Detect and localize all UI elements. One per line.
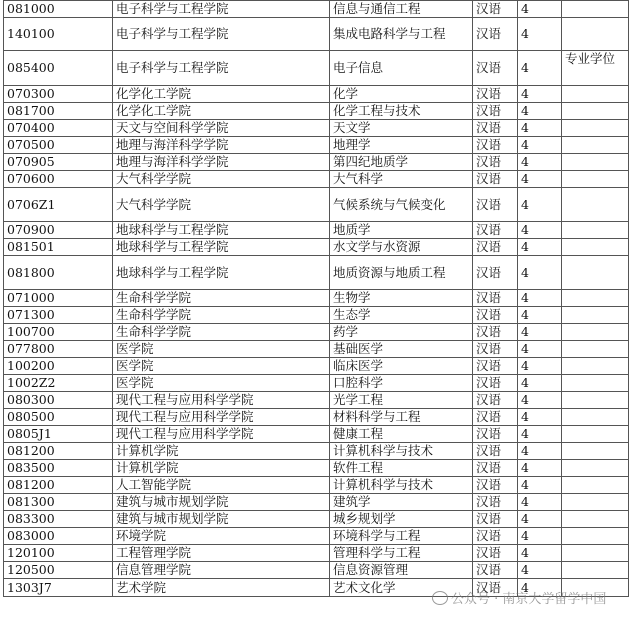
- program-name-cell: 计算机科学与技术: [330, 443, 473, 460]
- program-code-cell: 080300: [4, 392, 113, 409]
- duration-cell: 4: [518, 528, 562, 545]
- program-name-cell: 艺术文化学: [330, 579, 473, 597]
- school-name-cell: 电子科学与工程学院: [113, 1, 330, 18]
- duration-cell: 4: [518, 290, 562, 307]
- program-table: [3, 0, 629, 597]
- note-cell: [562, 137, 629, 154]
- duration-cell: 4: [518, 222, 562, 239]
- note-cell: [562, 1, 629, 18]
- duration-cell: 4: [518, 18, 562, 51]
- duration-cell: 4: [518, 426, 562, 443]
- program-name-cell: 大气科学: [330, 171, 473, 188]
- language-cell: 汉语: [473, 392, 518, 409]
- duration-cell: 4: [518, 307, 562, 324]
- duration-cell: 4: [518, 154, 562, 171]
- table-row: [4, 103, 629, 120]
- program-name-cell: 管理科学与工程: [330, 545, 473, 562]
- note-cell: [562, 171, 629, 188]
- note-cell: [562, 409, 629, 426]
- table-row: [4, 171, 629, 188]
- program-name-cell: 地理学: [330, 137, 473, 154]
- table-row: [4, 239, 629, 256]
- program-code-cell: 0805J1: [4, 426, 113, 443]
- note-cell: [562, 426, 629, 443]
- note-cell: [562, 460, 629, 477]
- program-name-cell: 第四纪地质学: [330, 154, 473, 171]
- duration-cell: 4: [518, 494, 562, 511]
- school-name-cell: 环境学院: [113, 528, 330, 545]
- note-cell: [562, 222, 629, 239]
- school-name-cell: 艺术学院: [113, 579, 330, 597]
- school-name-cell: 化学化工学院: [113, 103, 330, 120]
- program-name-cell: 光学工程: [330, 392, 473, 409]
- table-row: [4, 460, 629, 477]
- school-name-cell: 化学化工学院: [113, 86, 330, 103]
- table-row: [4, 324, 629, 341]
- table-row: [4, 86, 629, 103]
- school-name-cell: 地球科学与工程学院: [113, 222, 330, 239]
- program-name-cell: 临床医学: [330, 358, 473, 375]
- language-cell: 汉语: [473, 341, 518, 358]
- program-code-cell: 100700: [4, 324, 113, 341]
- note-cell: [562, 375, 629, 392]
- program-code-cell: 083500: [4, 460, 113, 477]
- program-code-cell: 070400: [4, 120, 113, 137]
- table-row: [4, 528, 629, 545]
- note-cell: [562, 18, 629, 51]
- table-row: [4, 120, 629, 137]
- program-code-cell: 070905: [4, 154, 113, 171]
- language-cell: 汉语: [473, 579, 518, 597]
- program-code-cell: 081800: [4, 256, 113, 290]
- language-cell: 汉语: [473, 51, 518, 86]
- program-name-cell: 集成电路科学与工程: [330, 18, 473, 51]
- school-name-cell: 电子科学与工程学院: [113, 18, 330, 51]
- program-name-cell: 软件工程: [330, 460, 473, 477]
- school-name-cell: 现代工程与应用科学学院: [113, 409, 330, 426]
- language-cell: 汉语: [473, 443, 518, 460]
- school-name-cell: 建筑与城市规划学院: [113, 494, 330, 511]
- note-cell: [562, 528, 629, 545]
- program-name-cell: 材料科学与工程: [330, 409, 473, 426]
- note-cell: [562, 545, 629, 562]
- program-code-cell: 140100: [4, 18, 113, 51]
- duration-cell: 4: [518, 188, 562, 222]
- program-code-cell: 1303J7: [4, 579, 113, 597]
- note-cell: [562, 392, 629, 409]
- table-row: [4, 51, 629, 86]
- language-cell: 汉语: [473, 18, 518, 51]
- school-name-cell: 大气科学学院: [113, 171, 330, 188]
- table-row: [4, 341, 629, 358]
- program-name-cell: 环境科学与工程: [330, 528, 473, 545]
- program-code-cell: 1002Z2: [4, 375, 113, 392]
- program-code-cell: 077800: [4, 341, 113, 358]
- school-name-cell: 计算机学院: [113, 460, 330, 477]
- program-name-cell: 基础医学: [330, 341, 473, 358]
- program-code-cell: 085400: [4, 51, 113, 86]
- program-code-cell: 081000: [4, 1, 113, 18]
- language-cell: 汉语: [473, 375, 518, 392]
- table-row: [4, 409, 629, 426]
- program-code-cell: 071300: [4, 307, 113, 324]
- duration-cell: 4: [518, 256, 562, 290]
- program-code-cell: 120500: [4, 562, 113, 579]
- language-cell: 汉语: [473, 120, 518, 137]
- school-name-cell: 大气科学学院: [113, 188, 330, 222]
- table-row: [4, 154, 629, 171]
- duration-cell: 4: [518, 86, 562, 103]
- duration-cell: 4: [518, 460, 562, 477]
- program-name-cell: 药学: [330, 324, 473, 341]
- note-cell: [562, 307, 629, 324]
- program-code-cell: 0706Z1: [4, 188, 113, 222]
- table-row: [4, 358, 629, 375]
- note-cell: [562, 443, 629, 460]
- language-cell: 汉语: [473, 171, 518, 188]
- duration-cell: 4: [518, 358, 562, 375]
- duration-cell: 4: [518, 443, 562, 460]
- duration-cell: 4: [518, 545, 562, 562]
- language-cell: 汉语: [473, 1, 518, 18]
- watermark-text: 公众号 · 南京大学留学中国: [451, 592, 607, 607]
- program-name-cell: 口腔科学: [330, 375, 473, 392]
- duration-cell: 4: [518, 562, 562, 579]
- table-row: [4, 443, 629, 460]
- duration-cell: 4: [518, 239, 562, 256]
- program-code-cell: 070300: [4, 86, 113, 103]
- program-name-cell: 生物学: [330, 290, 473, 307]
- language-cell: 汉语: [473, 324, 518, 341]
- table-row: [4, 307, 629, 324]
- duration-cell: 4: [518, 375, 562, 392]
- school-name-cell: 生命科学学院: [113, 324, 330, 341]
- table-body: [4, 1, 629, 597]
- program-name-cell: 天文学: [330, 120, 473, 137]
- table-row: [4, 511, 629, 528]
- table-row: [4, 375, 629, 392]
- language-cell: 汉语: [473, 86, 518, 103]
- note-cell: [562, 86, 629, 103]
- school-name-cell: 医学院: [113, 341, 330, 358]
- program-name-cell: 水文学与水资源: [330, 239, 473, 256]
- note-cell: [562, 494, 629, 511]
- language-cell: 汉语: [473, 239, 518, 256]
- school-name-cell: 地球科学与工程学院: [113, 239, 330, 256]
- school-name-cell: 计算机学院: [113, 443, 330, 460]
- note-cell: [562, 239, 629, 256]
- note-cell: [562, 120, 629, 137]
- table-row: [4, 392, 629, 409]
- program-name-cell: 计算机科学与技术: [330, 477, 473, 494]
- program-name-cell: 建筑学: [330, 494, 473, 511]
- duration-cell: 4: [518, 1, 562, 18]
- school-name-cell: 建筑与城市规划学院: [113, 511, 330, 528]
- language-cell: 汉语: [473, 528, 518, 545]
- table-row: [4, 1, 629, 18]
- program-code-cell: 070600: [4, 171, 113, 188]
- school-name-cell: 现代工程与应用科学学院: [113, 426, 330, 443]
- note-cell: [562, 511, 629, 528]
- note-cell: [562, 562, 629, 579]
- duration-cell: 4: [518, 324, 562, 341]
- program-code-cell: 081700: [4, 103, 113, 120]
- program-name-cell: 健康工程: [330, 426, 473, 443]
- table-row: [4, 562, 629, 579]
- note-cell: [562, 154, 629, 171]
- school-name-cell: 现代工程与应用科学学院: [113, 392, 330, 409]
- language-cell: 汉语: [473, 256, 518, 290]
- program-code-cell: 083300: [4, 511, 113, 528]
- duration-cell: 4: [518, 341, 562, 358]
- program-name-cell: 生态学: [330, 307, 473, 324]
- program-name-cell: 信息资源管理: [330, 562, 473, 579]
- table-row: [4, 426, 629, 443]
- school-name-cell: 信息管理学院: [113, 562, 330, 579]
- duration-cell: 4: [518, 171, 562, 188]
- language-cell: 汉语: [473, 290, 518, 307]
- duration-cell: 4: [518, 511, 562, 528]
- duration-cell: 4: [518, 51, 562, 86]
- program-code-cell: 070500: [4, 137, 113, 154]
- table-row: [4, 545, 629, 562]
- school-name-cell: 工程管理学院: [113, 545, 330, 562]
- program-name-cell: 化学工程与技术: [330, 103, 473, 120]
- table-row: [4, 579, 629, 597]
- program-code-cell: 100200: [4, 358, 113, 375]
- language-cell: 汉语: [473, 307, 518, 324]
- program-code-cell: 083000: [4, 528, 113, 545]
- program-code-cell: 081200: [4, 477, 113, 494]
- program-code-cell: 071000: [4, 290, 113, 307]
- school-name-cell: 医学院: [113, 358, 330, 375]
- program-code-cell: 081300: [4, 494, 113, 511]
- program-name-cell: 信息与通信工程: [330, 1, 473, 18]
- table-row: [4, 477, 629, 494]
- language-cell: 汉语: [473, 154, 518, 171]
- language-cell: 汉语: [473, 477, 518, 494]
- note-cell: [562, 103, 629, 120]
- table-row: [4, 494, 629, 511]
- school-name-cell: 天文与空间科学学院: [113, 120, 330, 137]
- school-name-cell: 医学院: [113, 375, 330, 392]
- program-name-cell: 地质资源与地质工程: [330, 256, 473, 290]
- program-name-cell: 电子信息: [330, 51, 473, 86]
- duration-cell: 4: [518, 409, 562, 426]
- language-cell: 汉语: [473, 511, 518, 528]
- program-code-cell: 081501: [4, 239, 113, 256]
- school-name-cell: 地理与海洋科学学院: [113, 154, 330, 171]
- program-name-cell: 化学: [330, 86, 473, 103]
- note-cell: [562, 290, 629, 307]
- school-name-cell: 地理与海洋科学学院: [113, 137, 330, 154]
- table-row: [4, 290, 629, 307]
- program-name-cell: 地质学: [330, 222, 473, 239]
- table-row: [4, 222, 629, 239]
- school-name-cell: 生命科学学院: [113, 307, 330, 324]
- program-name-cell: 气候系统与气候变化: [330, 188, 473, 222]
- duration-cell: 4: [518, 579, 562, 597]
- note-cell: [562, 358, 629, 375]
- duration-cell: 4: [518, 477, 562, 494]
- school-name-cell: 地球科学与工程学院: [113, 256, 330, 290]
- language-cell: 汉语: [473, 358, 518, 375]
- note-cell: 专业学位: [562, 51, 629, 86]
- school-name-cell: 生命科学学院: [113, 290, 330, 307]
- language-cell: 汉语: [473, 494, 518, 511]
- duration-cell: 4: [518, 103, 562, 120]
- program-code-cell: 080500: [4, 409, 113, 426]
- program-code-cell: 120100: [4, 545, 113, 562]
- school-name-cell: 人工智能学院: [113, 477, 330, 494]
- program-code-cell: 081200: [4, 443, 113, 460]
- note-cell: [562, 341, 629, 358]
- program-code-cell: 070900: [4, 222, 113, 239]
- language-cell: 汉语: [473, 188, 518, 222]
- language-cell: 汉语: [473, 545, 518, 562]
- school-name-cell: 电子科学与工程学院: [113, 51, 330, 86]
- duration-cell: 4: [518, 392, 562, 409]
- program-name-cell: 城乡规划学: [330, 511, 473, 528]
- note-cell: [562, 324, 629, 341]
- table-row: [4, 256, 629, 290]
- language-cell: 汉语: [473, 562, 518, 579]
- language-cell: 汉语: [473, 137, 518, 154]
- language-cell: 汉语: [473, 409, 518, 426]
- language-cell: 汉语: [473, 426, 518, 443]
- note-cell: [562, 188, 629, 222]
- language-cell: 汉语: [473, 222, 518, 239]
- table-row: [4, 137, 629, 154]
- language-cell: 汉语: [473, 103, 518, 120]
- table-row: [4, 188, 629, 222]
- note-cell: [562, 256, 629, 290]
- duration-cell: 4: [518, 137, 562, 154]
- language-cell: 汉语: [473, 460, 518, 477]
- note-cell: [562, 579, 629, 597]
- duration-cell: 4: [518, 120, 562, 137]
- note-cell: [562, 477, 629, 494]
- table-row: [4, 18, 629, 51]
